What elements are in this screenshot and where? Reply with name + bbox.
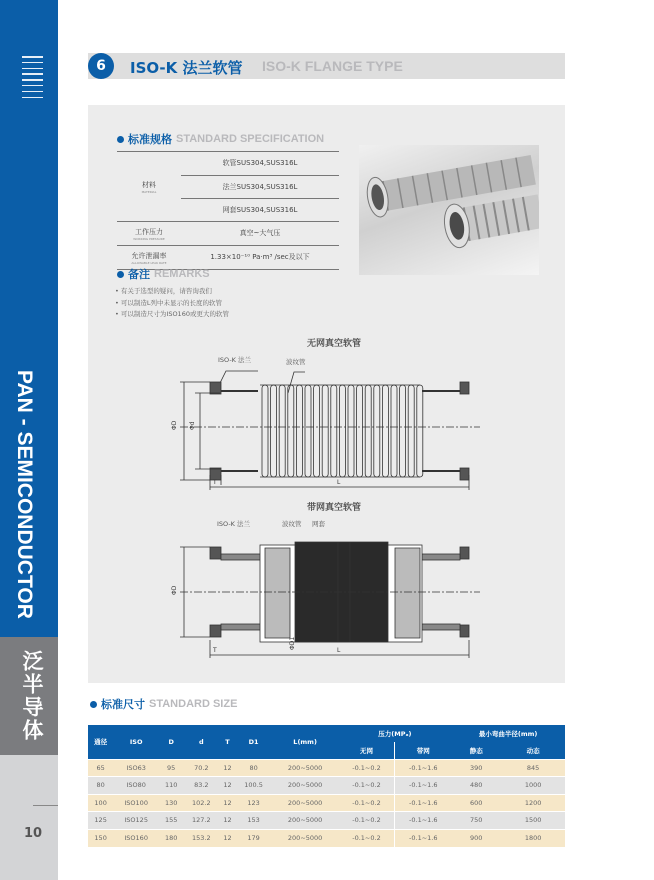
table-cell: 102.2: [183, 794, 219, 812]
table-cell: 153: [236, 812, 272, 830]
col-pressure: 压力(MPₐ): [339, 725, 452, 742]
col-no-braid: 无网: [339, 742, 395, 759]
label-bellows: 波纹管: [286, 358, 306, 366]
table-cell: 200~5000: [272, 829, 339, 847]
table-cell: 127.2: [183, 812, 219, 830]
table-cell: 200~5000: [272, 794, 339, 812]
table-row: [88, 794, 565, 812]
remark-item: • 可以制造L列中未显示的长度的软管: [115, 298, 223, 307]
table-cell: -0.1~0.2: [339, 812, 395, 830]
label-pressure: 工作压力 WORKING PRESSURE: [133, 227, 165, 241]
spec-value: 法兰SUS304,SUS316L: [181, 175, 339, 198]
heading-cn: 备注: [128, 268, 150, 281]
col-radius: 最小弯曲半径(mm): [451, 725, 565, 742]
bellows-convolution: [408, 385, 414, 477]
table-cell: -0.1~1.6: [395, 794, 451, 812]
col-dynamic: 动态: [501, 742, 565, 759]
svg-text:ΦD: ΦD: [171, 585, 178, 595]
page-title-en: ISO-K FLANGE TYPE: [262, 58, 403, 74]
heading-cn: 标准尺寸: [101, 698, 145, 711]
bellows-convolution: [279, 385, 285, 477]
bellows-convolution: [365, 385, 371, 477]
label-material: 材料 MATERIAL: [141, 180, 157, 194]
bellows-convolution: [322, 385, 328, 477]
table-cell: 179: [236, 829, 272, 847]
diagram1-drawing: [170, 365, 490, 495]
table-cell: 1200: [501, 794, 565, 812]
table-cell: 200~5000: [272, 759, 339, 777]
table-cell: 110: [159, 777, 183, 795]
col-D: D: [159, 725, 183, 759]
bellows-convolution: [339, 385, 345, 477]
table-cell: -0.1~0.2: [339, 777, 395, 795]
remarks-list: [115, 286, 229, 321]
bellows-convolution: [331, 385, 337, 477]
bellows-convolution: [314, 385, 320, 477]
bullet-icon: [90, 701, 97, 708]
table-cell: 130: [159, 794, 183, 812]
size-heading: [90, 696, 237, 712]
table-cell: -0.1~1.6: [395, 812, 451, 830]
svg-text:T: T: [213, 647, 217, 654]
bellows-convolution: [382, 385, 388, 477]
bellows-convolution: [262, 385, 268, 477]
bellows-convolution: [305, 385, 311, 477]
col-static: 静态: [451, 742, 501, 759]
heading-en: REMARKS: [154, 268, 210, 280]
bellows-convolution: [296, 385, 302, 477]
bellows-convolution: [271, 385, 277, 477]
sidebar-light: [0, 755, 58, 880]
label-braid: 网套: [312, 520, 325, 528]
table-cell: 600: [451, 794, 501, 812]
svg-text:T: T: [213, 479, 217, 486]
page-number: 10: [24, 826, 43, 841]
table-cell: 180: [159, 829, 183, 847]
table-cell: 845: [501, 759, 565, 777]
table-cell: ISO63: [113, 759, 159, 777]
table-cell: 750: [451, 812, 501, 830]
col-iso: ISO: [113, 725, 159, 759]
table-cell: 80: [236, 759, 272, 777]
heading-cn: 标准规格: [128, 133, 172, 146]
svg-text:L: L: [337, 479, 341, 486]
col-T: T: [219, 725, 235, 759]
bellows-convolution: [400, 385, 406, 477]
divider: [33, 805, 58, 806]
diagram2-drawing: [170, 530, 490, 660]
remark-item: • 有关于选型的疑问，请咨询我们: [115, 287, 212, 295]
table-cell: 150: [88, 829, 113, 847]
table-cell: 83.2: [183, 777, 219, 795]
label-leak: 允许泄漏率 ALLOWABLE LEAK RATE: [131, 251, 167, 265]
label-flange: ISO-K 法兰: [217, 520, 251, 528]
table-cell: 12: [219, 794, 235, 812]
spec-value: 1.33×10⁻¹⁰ Pa·m³ /sec及以下: [210, 253, 310, 261]
table-cell: 100.5: [236, 777, 272, 795]
brand-cn: 泛半导体: [20, 650, 44, 742]
table-cell: 1000: [501, 777, 565, 795]
bellows-convolution: [348, 385, 354, 477]
table-cell: 12: [219, 812, 235, 830]
table-cell: 155: [159, 812, 183, 830]
table-cell: -0.1~0.2: [339, 829, 395, 847]
table-cell: 70.2: [183, 759, 219, 777]
bellows-convolution: [417, 385, 423, 477]
diagram2-title: 带网真空软管: [307, 503, 362, 513]
table-cell: 153.2: [183, 829, 219, 847]
table-cell: 123: [236, 794, 272, 812]
brand-en: PAN - SEMICONDUCTOR: [13, 370, 36, 619]
label-flange: ISO-K 法兰: [218, 356, 252, 364]
table-cell: -0.1~1.6: [395, 759, 451, 777]
page-title: ISO-K 法兰软管: [130, 59, 243, 77]
table-cell: 390: [451, 759, 501, 777]
bellows-convolution: [357, 385, 363, 477]
table-cell: 200~5000: [272, 812, 339, 830]
heading-en: STANDARD SPECIFICATION: [176, 133, 325, 145]
col-d: d: [183, 725, 219, 759]
svg-text:L: L: [337, 647, 341, 654]
table-cell: 1500: [501, 812, 565, 830]
table-cell: 12: [219, 777, 235, 795]
table-cell: 65: [88, 759, 113, 777]
table-cell: -0.1~1.6: [395, 829, 451, 847]
svg-text:Φd: Φd: [189, 421, 196, 430]
heading-en: STANDARD SIZE: [149, 698, 238, 710]
svg-text:ΦD1: ΦD1: [289, 636, 296, 650]
table-row: [88, 812, 565, 830]
col-dn: 通径: [88, 725, 113, 759]
spec-table: [117, 151, 339, 270]
table-cell: 1800: [501, 829, 565, 847]
col-L: L(mm): [272, 725, 339, 759]
table-cell: 12: [219, 829, 235, 847]
spec-value: 真空~大气压: [239, 229, 281, 237]
table-cell: -0.1~0.2: [339, 759, 395, 777]
table-cell: 200~5000: [272, 777, 339, 795]
bellows-convolution: [288, 385, 294, 477]
table-cell: 100: [88, 794, 113, 812]
bellows-convolution: [391, 385, 397, 477]
spec-heading: [117, 131, 324, 147]
table-row: [88, 777, 565, 795]
table-cell: ISO160: [113, 829, 159, 847]
table-cell: 480: [451, 777, 501, 795]
section-number: 6: [88, 53, 114, 79]
stripes-decoration: [22, 56, 43, 102]
table-row: [88, 759, 565, 777]
label-bellows: 波纹管: [282, 520, 302, 528]
spec-value: 网套SUS304,SUS316L: [181, 198, 339, 221]
remarks-heading: [117, 266, 210, 282]
table-cell: ISO80: [113, 777, 159, 795]
svg-text:ΦD: ΦD: [171, 420, 178, 430]
product-photo: [359, 145, 539, 275]
table-cell: 125: [88, 812, 113, 830]
col-braid: 带网: [395, 742, 451, 759]
bullet-icon: [117, 136, 124, 143]
table-cell: ISO125: [113, 812, 159, 830]
bellows-convolution: [374, 385, 380, 477]
spec-value: 软管SUS304,SUS316L: [222, 159, 298, 167]
table-row: [88, 829, 565, 847]
size-table: [88, 725, 565, 847]
remark-item: • 可以制造尺寸为ISO160或更大的软管: [115, 310, 229, 318]
table-cell: -0.1~1.6: [395, 777, 451, 795]
table-cell: 80: [88, 777, 113, 795]
col-D1: D1: [236, 725, 272, 759]
diagram1-title: 无网真空软管: [307, 339, 362, 349]
bullet-icon: [117, 271, 124, 278]
table-cell: 95: [159, 759, 183, 777]
table-cell: ISO100: [113, 794, 159, 812]
table-cell: 900: [451, 829, 501, 847]
table-cell: 12: [219, 759, 235, 777]
table-cell: -0.1~0.2: [339, 794, 395, 812]
